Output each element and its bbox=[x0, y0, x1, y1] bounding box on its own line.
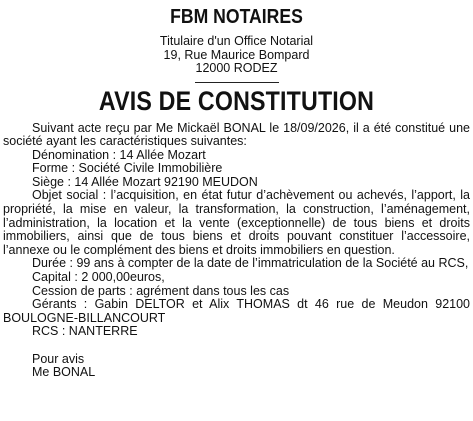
firm-name: FBM NOTAIRES bbox=[170, 6, 303, 28]
denomination-line: Dénomination : 14 Allée Mozart bbox=[32, 147, 206, 162]
capital-line: Capital : 2 000,00euros, bbox=[32, 270, 165, 285]
divider bbox=[195, 82, 279, 83]
spacer bbox=[3, 339, 470, 353]
cession-line: Cession de parts : agrément dans tous les cas bbox=[32, 283, 290, 298]
office-address-block bbox=[3, 35, 470, 76]
notice-heading: AVIS DE CONSTITUTION bbox=[98, 85, 375, 116]
office-title-line: Titulaire d'un Office Notarial bbox=[159, 34, 314, 48]
intro-paragraph: Suivant acte reçu par Me Mickaël BONAL le 18/09/2026, il a été constitué une société ayant les caractéristiques suivantes: bbox=[3, 120, 470, 149]
gerants-paragraph: Gérants : Gabin DELTOR et Alix THOMAS dt 46 rue de Meudon 92100 BOULOGNE-BILLANCOURT bbox=[3, 297, 470, 325]
notice-body bbox=[3, 122, 470, 380]
duree-line: Durée : 99 ans à compter de la date de l’immatriculation de la Société au RCS, bbox=[32, 256, 469, 271]
closing-line: Pour avis bbox=[32, 351, 85, 366]
signatory-line: Me BONAL bbox=[32, 365, 96, 380]
objet-paragraph: Objet social : l’acquisition, en état futur d’achèvement ou achevés, l’apport, la propriété, la mise en valeur, la transformation, la construction, l’aménagement, l’administration, la location et la vente (exceptionnelle) de tous biens et droits immobiliers, ainsi que de tous biens et droits pouvant constituer l’accessoire, l’annexe ou le complément des biens et droits immobiliers en question. bbox=[3, 188, 470, 257]
legal-notice-page bbox=[0, 6, 473, 421]
rcs-line: RCS : NANTERRE bbox=[32, 324, 138, 339]
forme-line: Forme : Société Civile Immobilière bbox=[32, 161, 223, 176]
siege-line: Siège : 14 Allée Mozart 92190 MEUDON bbox=[32, 174, 258, 189]
office-street-line: 19, Rue Maurice Bompard bbox=[163, 47, 310, 62]
office-city-line: 12000 RODEZ bbox=[195, 61, 278, 75]
